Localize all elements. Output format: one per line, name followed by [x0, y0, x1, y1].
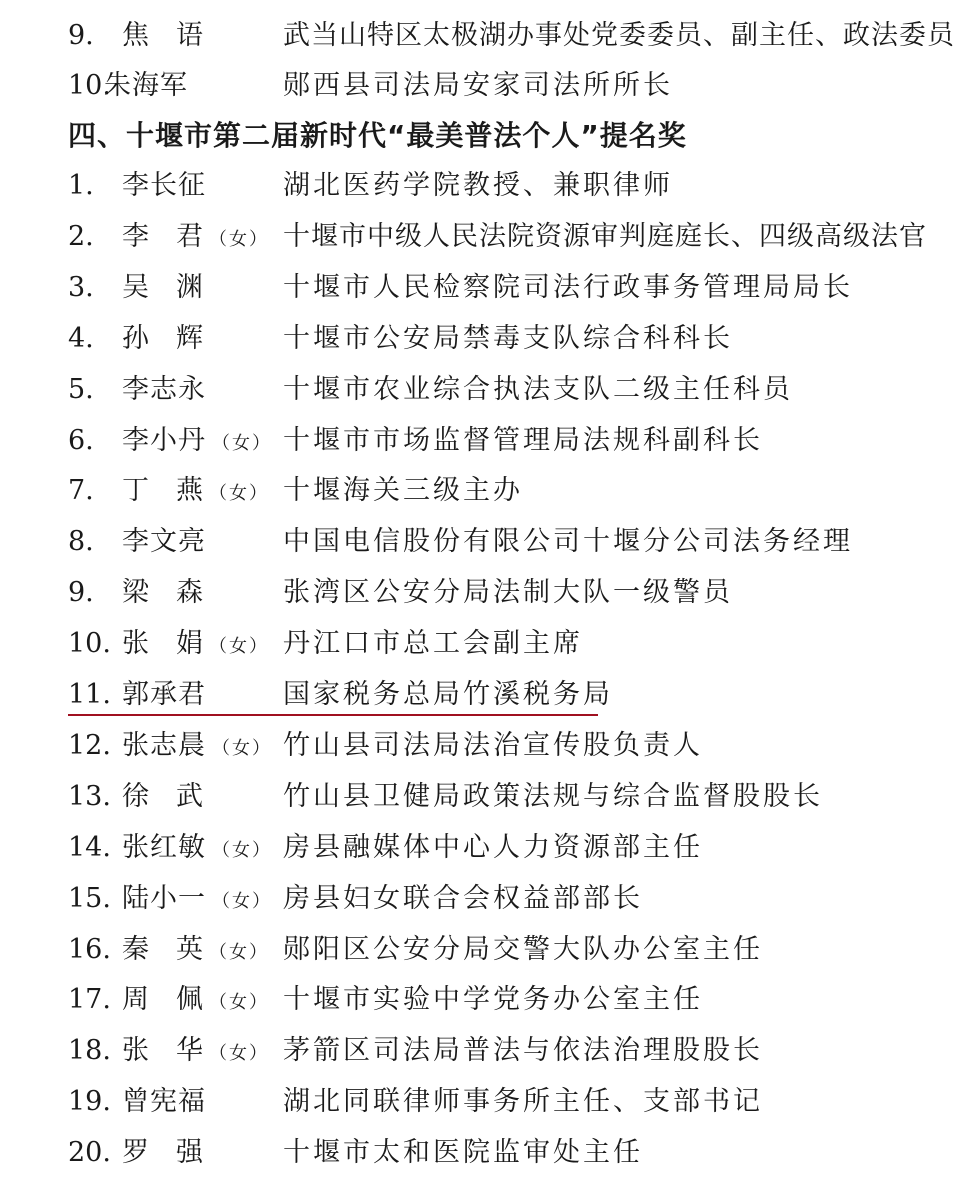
- female-mark: （女）: [212, 890, 272, 912]
- female-mark: （女）: [212, 737, 272, 759]
- list-item: [0, 517, 876, 567]
- item-number: 6.: [68, 424, 94, 456]
- person-name: 朱海军: [104, 70, 188, 101]
- list-item: [0, 314, 876, 364]
- organization: 竹山县卫健局政策法规与综合监督股股长: [283, 780, 823, 812]
- organization: 中国电信股份有限公司十堰分公司法务经理: [283, 526, 853, 558]
- list-item: [0, 1128, 876, 1178]
- item-number: 10.: [68, 628, 111, 660]
- list-item: [0, 1026, 876, 1076]
- item-number: 7.: [68, 475, 94, 507]
- organization: 房县妇女联合会权益部部长: [283, 882, 643, 914]
- organization: 竹山县司法局法治宣传股负责人: [283, 729, 703, 761]
- person-name: 张 娟 （女）: [122, 628, 269, 660]
- person-name: 郭承君: [122, 679, 206, 710]
- organization: 丹江口市总工会副主席: [283, 628, 583, 660]
- organization: 湖北医药学院教授、兼职律师: [283, 170, 673, 201]
- item-number: 5.: [68, 373, 94, 405]
- item-number: 20.: [68, 1137, 111, 1169]
- female-mark: （女）: [209, 941, 269, 963]
- list-item: [0, 466, 876, 516]
- item-number: 18.: [68, 1035, 111, 1067]
- organization: 十堰市中级人民法院资源审判庭庭长、四级高级法官: [283, 220, 927, 252]
- organization: 郧阳区公安分局交警大队办公室主任: [283, 933, 763, 965]
- female-mark: （女）: [212, 432, 272, 454]
- female-mark: （女）: [212, 839, 272, 861]
- list-item: [0, 925, 876, 975]
- person-name: 李 君 （女）: [122, 220, 269, 252]
- organization: 武当山特区太极湖办事处党委委员、副主任、政法委员: [283, 20, 955, 51]
- list-item: [0, 874, 876, 924]
- item-number: 8.: [68, 526, 94, 558]
- item-number: 3.: [68, 271, 94, 303]
- list-item: [0, 11, 955, 61]
- person-name: 曾宪福: [122, 1086, 206, 1118]
- person-name: 孙 辉: [122, 322, 203, 354]
- item-number: 19.: [68, 1086, 111, 1118]
- organization: 湖北同联律师事务所主任、支部书记: [283, 1086, 763, 1118]
- item-number: 9.: [68, 577, 94, 609]
- organization: 十堰市人民检察院司法行政事务管理局局长: [283, 271, 853, 303]
- list-item: [0, 823, 876, 873]
- person-name: 李文亮: [122, 526, 206, 558]
- item-number: 2.: [68, 220, 94, 252]
- list-item: [0, 772, 876, 822]
- item-number: 17.: [68, 984, 111, 1016]
- list-item: [0, 721, 876, 771]
- section-title: 四、十堰市第二届新时代“最美普法个人”提名奖: [68, 119, 687, 152]
- organization: 十堰海关三级主办: [283, 475, 523, 507]
- female-mark: （女）: [209, 228, 269, 250]
- person-name: 李志永: [122, 373, 206, 405]
- person-name: 张志晨 （女）: [122, 729, 272, 761]
- person-name: 秦 英 （女）: [122, 933, 269, 965]
- list-item: [0, 365, 876, 415]
- organization: 茅箭区司法局普法与依法治理股股长: [283, 1035, 763, 1067]
- list-item: [0, 619, 876, 669]
- list-item: [0, 61, 876, 111]
- organization: 房县融媒体中心人力资源部主任: [283, 831, 703, 863]
- list-item: [0, 568, 876, 618]
- item-number: 13.: [68, 780, 111, 812]
- person-name: 梁 森: [122, 577, 203, 609]
- female-mark: （女）: [209, 636, 269, 658]
- item-number: 14.: [68, 831, 111, 863]
- female-mark: （女）: [209, 992, 269, 1014]
- person-name: 周 佩 （女）: [122, 984, 269, 1016]
- person-name: 李长征: [122, 170, 206, 201]
- person-name: 丁 燕 （女）: [122, 475, 269, 507]
- list-item: [0, 416, 876, 466]
- person-name: 张 华 （女）: [122, 1035, 269, 1067]
- item-number: 15.: [68, 882, 111, 914]
- female-mark: （女）: [209, 483, 269, 505]
- organization: 十堰市市场监督管理局法规科副科长: [283, 424, 763, 456]
- organization: 国家税务总局竹溪税务局: [283, 679, 613, 710]
- organization: 十堰市实验中学党务办公室主任: [283, 984, 703, 1016]
- item-number: 16.: [68, 933, 111, 965]
- item-number: 10.: [68, 70, 111, 101]
- organization: 十堰市农业综合执法支队二级主任科员: [283, 373, 793, 405]
- person-name: 焦 语: [122, 20, 203, 51]
- person-name: 罗 强: [122, 1137, 203, 1169]
- female-mark: （女）: [209, 1043, 269, 1065]
- list-item: [0, 1077, 876, 1127]
- organization: 十堰市太和医院监审处主任: [283, 1137, 643, 1169]
- person-name: 张红敏 （女）: [122, 831, 272, 863]
- person-name: 吴 渊: [122, 271, 203, 303]
- list-item: [0, 161, 876, 211]
- item-number: 4.: [68, 322, 94, 354]
- person-name: 徐 武: [122, 780, 203, 812]
- organization: 郧西县司法局安家司法所所长: [283, 70, 673, 101]
- list-item: [0, 975, 876, 1025]
- list-item: [0, 263, 876, 313]
- organization: 十堰市公安局禁毒支队综合科科长: [283, 322, 733, 354]
- item-number: 11.: [68, 679, 111, 710]
- item-number: 12.: [68, 729, 111, 761]
- item-number: 9.: [68, 20, 94, 51]
- organization: 张湾区公安分局法制大队一级警员: [283, 577, 733, 609]
- highlight-underline: [68, 714, 598, 716]
- person-name: 陆小一 （女）: [122, 882, 272, 914]
- item-number: 1.: [68, 170, 94, 201]
- person-name: 李小丹 （女）: [122, 424, 272, 456]
- list-item: [0, 670, 876, 720]
- list-item: [0, 212, 927, 262]
